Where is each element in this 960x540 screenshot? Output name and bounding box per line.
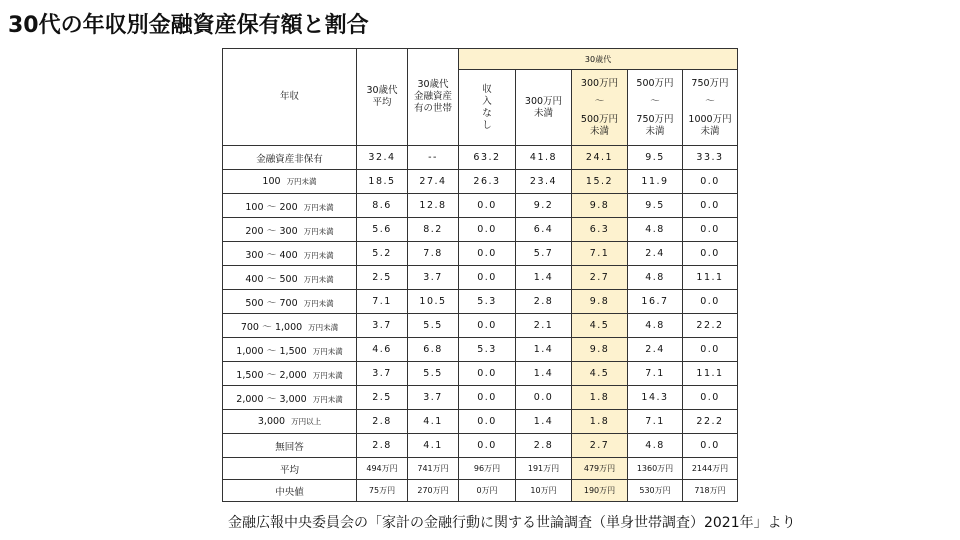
table-cell: 9.8 [572,338,628,362]
table-cell: 11.1 [683,266,738,290]
table-cell: 2.5 [357,266,408,290]
summary-cell: 479万円 [572,458,628,480]
range-start: 300 [245,249,264,261]
range-end: 200 [279,201,298,213]
summary-row [223,458,738,480]
table-cell: 8.2 [408,218,459,242]
summary-cell: 270万円 [408,480,459,502]
table-cell: 7.1 [357,290,408,314]
table-cell: 7.8 [408,242,459,266]
asset-table [222,48,738,502]
summary-cell: 530万円 [628,480,683,502]
table-row [223,362,738,386]
table-cell: 0.0 [459,218,516,242]
table-cell: 0.0 [683,170,738,194]
row-label [223,338,357,362]
row-label: 金融資産非保有 [223,146,357,170]
table-row [223,290,738,314]
table-cell: 7.1 [628,362,683,386]
summary-cell: 741万円 [408,458,459,480]
summary-cell: 494万円 [357,458,408,480]
summary-cell: 96万円 [459,458,516,480]
range-tilde: 〜 [262,321,272,333]
table-cell: 9.5 [628,146,683,170]
header-income-500-750 [628,70,683,146]
table-cell: 7.1 [572,242,628,266]
table-cell: 4.8 [628,434,683,458]
range-start: 1,500 [236,369,264,381]
range-unit: 万円以上 [291,417,322,426]
range-unit: 万円未満 [303,250,334,260]
table-row [223,218,738,242]
table-cell: 4.6 [357,338,408,362]
table-cell: 0.0 [683,218,738,242]
range-start: 400 [245,273,264,285]
table-cell: 0.0 [459,266,516,290]
row-label: 無回答 [223,434,357,458]
range-start: 500 [245,297,264,309]
table-cell: 16.7 [628,290,683,314]
row-label [223,218,357,242]
table-cell: 3.7 [357,314,408,338]
table-cell: 6.8 [408,338,459,362]
table-cell: 10.5 [408,290,459,314]
table-row [223,194,738,218]
table-cell: 11.9 [628,170,683,194]
table-cell: 2.1 [516,314,572,338]
table-cell: 4.5 [572,362,628,386]
table-cell: 5.3 [459,338,516,362]
table-cell: 33.3 [683,146,738,170]
header-30s-holders: 30歳代 金融資産 有の世帯 [408,49,459,146]
range-end: 500 [279,273,298,285]
table-cell: 41.8 [516,146,572,170]
table-cell: 3.7 [408,266,459,290]
header-income-500-750-bottom: 750万円 未満 [636,113,674,137]
table-cell: 2.7 [572,434,628,458]
table-cell: 0.0 [459,410,516,434]
table-cell: 1.4 [516,410,572,434]
table-cell: 5.5 [408,362,459,386]
table-cell: 1.4 [516,266,572,290]
summary-row [223,480,738,502]
table-cell: 5.2 [357,242,408,266]
table-cell: 32.4 [357,146,408,170]
header-income-300-500 [572,70,628,146]
range-unit: 万円未満 [303,202,334,212]
table-cell: 1.4 [516,338,572,362]
table-cell: 0.0 [459,242,516,266]
table-cell: 0.0 [516,386,572,410]
table-cell: 8.6 [357,194,408,218]
table-row [223,338,738,362]
range-unit: 万円未満 [312,346,343,356]
row-label [223,266,357,290]
row-label [223,314,357,338]
range-start: 1,000 [236,345,264,357]
range-tilde: 〜 [266,297,277,309]
table-cell: 2.8 [516,290,572,314]
summary-cell: 190万円 [572,480,628,502]
table-cell: 9.5 [628,194,683,218]
header-30s-average: 30歳代 平均 [357,49,408,146]
row-label [223,170,357,194]
table-cell: 0.0 [683,290,738,314]
range-unit: 万円未満 [308,322,339,332]
range-tilde: 〜 [266,273,277,285]
table-cell: 0.0 [683,338,738,362]
table-cell: 0.0 [459,194,516,218]
table-cell: 14.3 [628,386,683,410]
table-cell: 4.1 [408,410,459,434]
header-income-300-500-bottom: 500万円 未満 [580,113,619,137]
table-cell: 23.4 [516,170,572,194]
table-cell: 0.0 [683,386,738,410]
table-cell: 1.4 [516,362,572,386]
table-cell: 0.0 [459,362,516,386]
range-unit: 万円未満 [303,274,334,284]
range-tilde: 〜 [266,345,277,357]
range-end: 700 [279,297,298,309]
summary-cell: 10万円 [516,480,572,502]
table-row [223,434,738,458]
table-cell: 5.3 [459,290,516,314]
table-cell: 0.0 [683,194,738,218]
table-cell: 4.8 [628,314,683,338]
range-tilde: 〜 [266,201,277,213]
header-income-750-1000-top: 750万円 [691,77,729,89]
table-row [223,386,738,410]
table-cell: 4.8 [628,218,683,242]
header-income-750-1000 [683,70,738,146]
table-cell: 2.7 [572,266,628,290]
table-cell: 27.4 [408,170,459,194]
table-cell: 63.2 [459,146,516,170]
table-cell: 2.8 [357,410,408,434]
table-cell: 5.7 [516,242,572,266]
header-income-300-500-tilde: 〜 [594,95,605,107]
table-cell: 3.7 [408,386,459,410]
table-cell: 3.7 [357,362,408,386]
table-row [223,170,738,194]
header-income-750-1000-tilde: 〜 [705,95,715,107]
range-end: 3,000 [279,393,307,405]
range-unit: 万円未満 [286,177,317,186]
range-start: 3,000 [257,416,286,427]
source-note: 金融広報中央委員会の「家計の金融行動に関する世論調査（単身世帯調査）2021年」より [228,515,796,531]
range-end: 2,000 [279,369,307,381]
table-row [223,410,738,434]
table-cell: 1.8 [572,410,628,434]
table-cell: 11.1 [683,362,738,386]
row-label [223,362,357,386]
table-cell: 22.2 [683,410,738,434]
summary-cell: 191万円 [516,458,572,480]
table-cell: 0.0 [459,386,516,410]
range-tilde: 〜 [266,249,277,261]
range-tilde: 〜 [266,393,277,405]
table-cell: 7.1 [628,410,683,434]
header-income-500-750-tilde: 〜 [650,95,660,107]
table-cell: 1.8 [572,386,628,410]
table-cell: 9.8 [572,290,628,314]
range-end: 1,500 [279,345,307,357]
table-cell: 2.4 [628,242,683,266]
range-end: 1,000 [274,321,303,333]
range-start: 100 [245,201,264,213]
header-income-500-750-top: 500万円 [636,77,674,89]
range-end: 300 [279,225,298,237]
page-title: 30代の年収別金融資産保有額と割合 [8,13,369,38]
range-unit: 万円未満 [303,226,334,236]
table-cell: 12.8 [408,194,459,218]
table-cell: -- [408,146,459,170]
summary-cell: 1360万円 [628,458,683,480]
summary-cell: 718万円 [683,480,738,502]
range-start: 2,000 [236,393,264,405]
range-start: 100 [262,176,281,187]
range-unit: 万円未満 [312,394,343,404]
row-label [223,242,357,266]
table-cell: 2.4 [628,338,683,362]
table-cell: 6.3 [572,218,628,242]
table-cell: 26.3 [459,170,516,194]
table-row [223,242,738,266]
table-cell: 18.5 [357,170,408,194]
range-tilde: 〜 [266,369,277,381]
range-end: 400 [279,249,298,261]
table-row [223,266,738,290]
header-30s-group: 30歳代 [459,49,738,70]
range-unit: 万円未満 [312,370,343,380]
table-cell: 2.8 [516,434,572,458]
table-row [223,314,738,338]
header-income-lt300: 300万円 未満 [516,70,572,146]
summary-cell: 75万円 [357,480,408,502]
table-cell: 15.2 [572,170,628,194]
table-cell: 9.8 [572,194,628,218]
range-start: 700 [240,321,259,333]
table-cell: 6.4 [516,218,572,242]
range-tilde: 〜 [266,225,277,237]
header-annual-income: 年収 [223,49,357,146]
row-label [223,410,357,434]
table-cell: 24.1 [572,146,628,170]
summary-label: 中央値 [223,480,357,502]
table-cell: 5.6 [357,218,408,242]
summary-cell: 0万円 [459,480,516,502]
table-cell: 4.8 [628,266,683,290]
range-start: 200 [245,225,264,237]
table-row [223,146,738,170]
row-label [223,194,357,218]
table-cell: 4.1 [408,434,459,458]
table-cell: 9.2 [516,194,572,218]
table-cell: 0.0 [459,314,516,338]
row-label [223,290,357,314]
header-income-none: 収 入 な し [459,70,516,146]
table-cell: 4.5 [572,314,628,338]
table-cell: 2.5 [357,386,408,410]
range-unit: 万円未満 [303,298,334,308]
table-body [223,146,738,502]
table-cell: 0.0 [683,434,738,458]
header-income-300-500-top: 300万円 [580,77,619,89]
summary-label: 平均 [223,458,357,480]
table-cell: 5.5 [408,314,459,338]
table-cell: 0.0 [459,434,516,458]
row-label [223,386,357,410]
header-income-750-1000-bottom: 1000万円 未満 [688,113,732,137]
summary-cell: 2144万円 [683,458,738,480]
table-cell: 0.0 [683,242,738,266]
table-cell: 22.2 [683,314,738,338]
table-cell: 2.8 [357,434,408,458]
